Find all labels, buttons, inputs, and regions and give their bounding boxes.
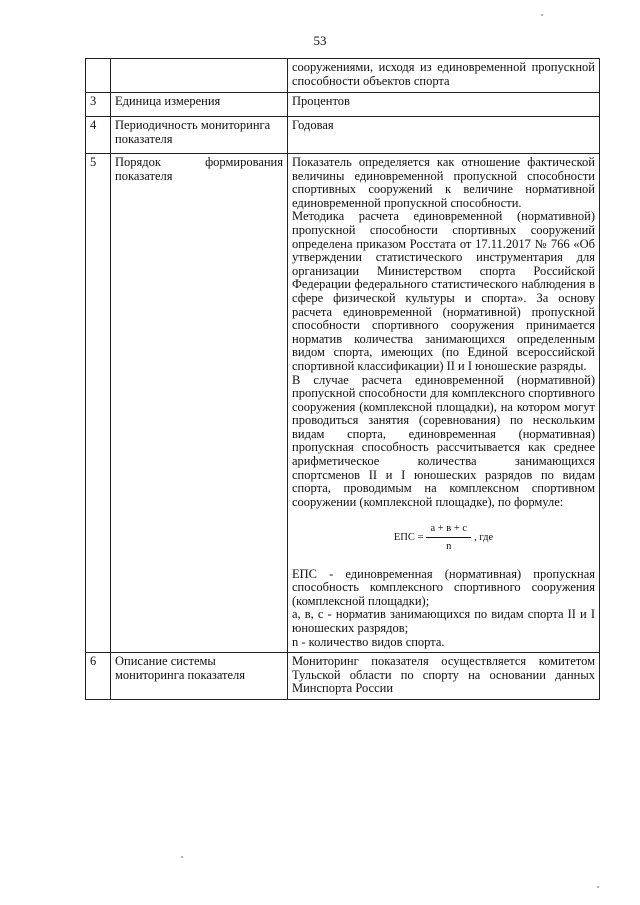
row-number [86, 59, 111, 93]
row-number: 3 [86, 93, 111, 117]
row-description: Годовая [288, 117, 600, 154]
row-description: Мониторинг показателя осуществляется комитетом Тульской области по спорту на основании данных Минспорта России [288, 653, 600, 700]
page-number: 53 [313, 33, 327, 48]
table-row [86, 93, 600, 117]
row-name: Описание системы мониторинга показателя [111, 653, 288, 700]
eps-formula [292, 522, 595, 553]
method-paragraph: Методика расчета единовременной (нормативной) пропускной способности спортивных сооружений определена приказом Росстата от 17.11.2017 № 766 «Об утверждении статистического инструментария для организации Министерством спорта Российской Федерации федерального статистического наблюдения в сфере физической культуры и спорта». За основу расчета единовременной (нормативной) пропускной способности спортивного сооружения принимается норматив количества занимающихся определенным видом спорта, имеющих (по Единой всероссийской спортивной классификации) II и I юношеские разряды. [292, 209, 595, 373]
scan-speck [181, 856, 183, 858]
row-description [288, 154, 600, 653]
formula-numerator: а + в + с [426, 522, 471, 538]
formula-suffix: , где [474, 532, 494, 544]
indicator-passport-table [85, 58, 600, 700]
row-name: Порядок формирования показателя [111, 154, 288, 653]
table-row [86, 117, 600, 154]
method-paragraph: В случае расчета единовременной (нормативной) пропускной способности для комплексного спортивного сооружения (комплексной площадки), на котором могут проводиться занятия (соревнования) по нескольким видам спорта, единовременная (нормативная) пропускная способность рассчитывается как среднее арифметическое количества занимающихся спортсменов II и I юношеских разрядов по видам спорта, проводимым на комплексном спортивном сооружении (комплексной площадке), по формуле: [292, 372, 595, 509]
row-name: Периодичность мониторинга показателя [111, 117, 288, 154]
table-row [86, 59, 600, 93]
row-number: 6 [86, 653, 111, 700]
scan-speck [597, 886, 599, 888]
row-name: Единица измерения [111, 93, 288, 117]
method-paragraph: Показатель определяется как отношение фактической величины единовременной пропускной способности спортивных сооружений к величине нормативной единовременной пропускной способности. [292, 155, 595, 210]
row-description: Процентов [288, 93, 600, 117]
definition-item: n - количество видов спорта. [292, 634, 445, 649]
formula-lhs: ЕПС = [393, 532, 424, 544]
definition-item: ЕПС - единовременная (нормативная) пропускная способность комплексного спортивного сооружения (комплексной площадки); [292, 566, 595, 608]
table-row [86, 653, 600, 700]
row-number: 4 [86, 117, 111, 154]
definition-item: а, в, с - норматив занимающихся по видам спорта II и I юношеских разрядов; [292, 607, 595, 635]
row-number: 5 [86, 154, 111, 653]
table-row [86, 154, 600, 653]
formula-denominator: n [446, 541, 452, 553]
scan-speck [541, 14, 543, 16]
formula-fraction [426, 522, 471, 553]
row-name [111, 59, 288, 93]
row-description: сооружениями, исходя из единовременной пропускной способности объектов спорта [288, 59, 600, 93]
